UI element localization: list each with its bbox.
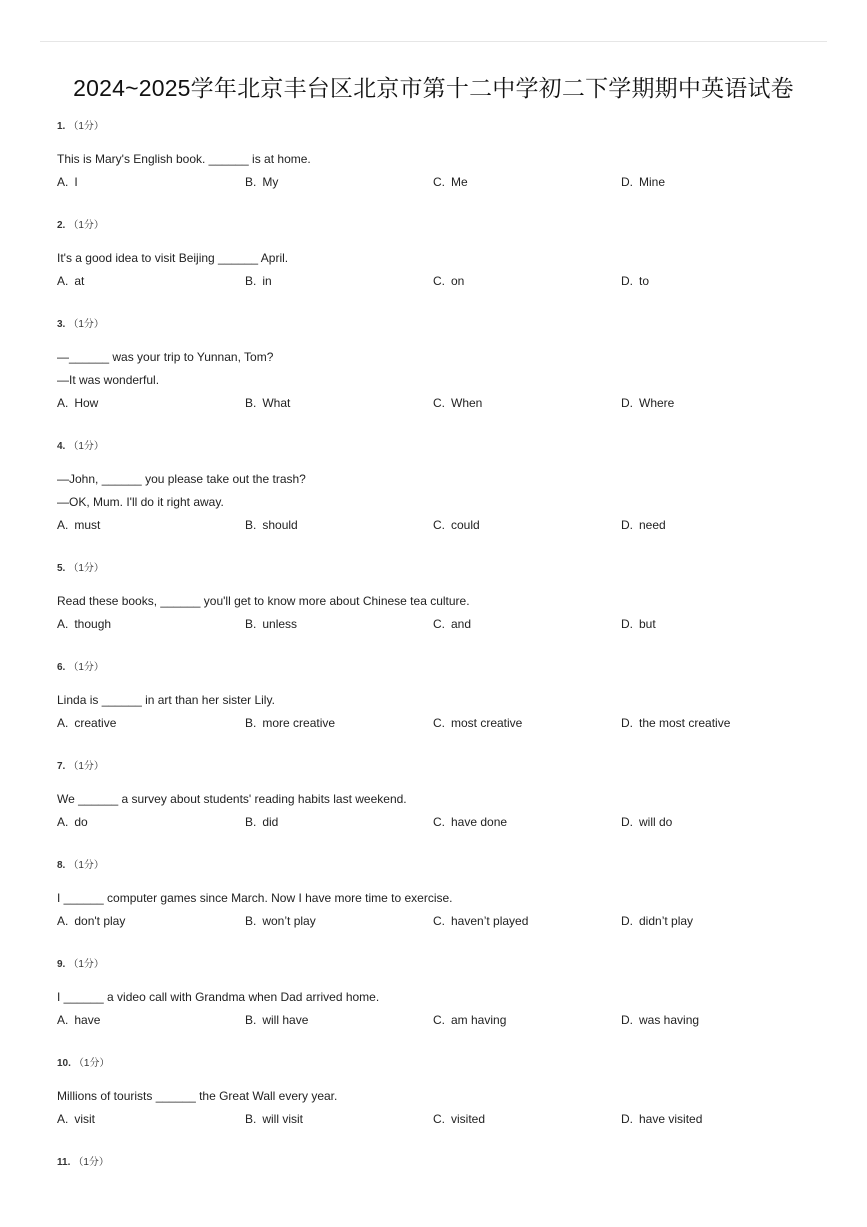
option-letter: C.: [433, 815, 445, 829]
answer-option-b[interactable]: [245, 270, 272, 293]
question-stem: Read these books, ______ you'll get to know more about Chinese tea culture.: [57, 594, 470, 608]
page-title: 2024~2025学年北京丰台区北京市第十二中学初二下学期期中英语试卷: [73, 75, 794, 101]
question-10: [57, 1057, 827, 1131]
option-text: My: [262, 175, 279, 189]
option-text: do: [74, 815, 88, 829]
option-letter: C.: [433, 1013, 445, 1027]
answer-option-d[interactable]: [621, 171, 665, 194]
question-points: （1分）: [68, 563, 104, 574]
question-points: （1分）: [68, 662, 104, 673]
question-number: 9.: [57, 959, 66, 970]
option-text: have visited: [639, 1112, 703, 1126]
option-letter: D.: [621, 396, 633, 410]
option-letter: D.: [621, 1112, 633, 1126]
question-points: （1分）: [68, 761, 104, 772]
question-3: [57, 318, 827, 415]
question-stem: Millions of tourists ______ the Great Wall every year.: [57, 1089, 338, 1103]
option-letter: C.: [433, 518, 445, 532]
question-points: （1分）: [73, 1157, 109, 1168]
question-number: 4.: [57, 441, 66, 452]
question-stem: It's a good idea to visit Beijing ______ April.: [57, 251, 289, 265]
top-divider: [40, 41, 827, 42]
answer-option-c[interactable]: [433, 811, 507, 834]
question-number: 3.: [57, 319, 66, 330]
answer-option-c[interactable]: [433, 171, 468, 194]
question-8: [57, 859, 827, 933]
option-text: haven’t played: [451, 914, 529, 928]
option-text: should: [262, 518, 298, 532]
option-letter: B.: [245, 396, 257, 410]
option-letter: C.: [433, 914, 445, 928]
option-text: I: [74, 175, 78, 189]
question-header: [57, 859, 827, 873]
answer-option-d[interactable]: [621, 910, 693, 933]
answer-option-a[interactable]: [57, 712, 116, 735]
option-letter: A.: [57, 396, 69, 410]
option-letter: A.: [57, 617, 69, 631]
option-letter: C.: [433, 617, 445, 631]
option-letter: D.: [621, 1013, 633, 1027]
question-9: [57, 958, 827, 1032]
option-letter: D.: [621, 716, 633, 730]
option-text: need: [639, 518, 666, 532]
question-header: [57, 219, 827, 233]
option-letter: B.: [245, 1013, 257, 1027]
option-letter: B.: [245, 716, 257, 730]
option-letter: D.: [621, 914, 633, 928]
option-text: and: [451, 617, 472, 631]
answer-option-a[interactable]: [57, 171, 78, 194]
answer-options: [57, 514, 827, 537]
question-5: [57, 562, 827, 636]
option-text: have: [74, 1013, 101, 1027]
answer-options: [57, 270, 827, 293]
question-points: （1分）: [68, 319, 104, 330]
option-text: am having: [451, 1013, 507, 1027]
option-letter: A.: [57, 1112, 69, 1126]
option-letter: B.: [245, 617, 257, 631]
question-11: [57, 1156, 827, 1170]
option-text: How: [74, 396, 99, 410]
option-text: didn’t play: [639, 914, 694, 928]
option-text: don't play: [74, 914, 126, 928]
answer-option-d[interactable]: [621, 392, 674, 415]
question-points: （1分）: [68, 441, 104, 452]
answer-option-b[interactable]: [245, 392, 290, 415]
question-header: [57, 958, 827, 972]
question-number: 6.: [57, 662, 66, 673]
question-2: [57, 219, 827, 293]
option-text: to: [639, 274, 650, 288]
option-text: What: [262, 396, 291, 410]
answer-option-c[interactable]: [433, 1108, 485, 1131]
answer-option-b[interactable]: [245, 613, 297, 636]
option-text: was having: [639, 1013, 700, 1027]
option-letter: C.: [433, 396, 445, 410]
option-text: but: [639, 617, 656, 631]
option-letter: B.: [245, 815, 257, 829]
answer-option-b[interactable]: [245, 910, 316, 933]
option-letter: C.: [433, 1112, 445, 1126]
answer-option-d[interactable]: [621, 270, 649, 293]
option-letter: A.: [57, 518, 69, 532]
option-letter: A.: [57, 815, 69, 829]
question-number: 7.: [57, 761, 66, 772]
option-text: will have: [262, 1013, 309, 1027]
option-letter: B.: [245, 274, 257, 288]
question-stem: We ______ a survey about students' reading habits last weekend.: [57, 792, 407, 806]
option-text: Mine: [639, 175, 666, 189]
question-header: [57, 120, 827, 134]
question-stem: I ______ computer games since March. Now I have more time to exercise.: [57, 891, 453, 905]
option-text: visit: [74, 1112, 96, 1126]
option-text: When: [451, 396, 483, 410]
question-number: 2.: [57, 220, 66, 231]
answer-options: [57, 613, 827, 636]
option-letter: B.: [245, 1112, 257, 1126]
answer-option-c[interactable]: [433, 392, 482, 415]
answer-option-c[interactable]: [433, 613, 471, 636]
question-stem: —It was wonderful.: [57, 373, 160, 387]
option-letter: A.: [57, 274, 69, 288]
question-number: 11.: [57, 1157, 71, 1168]
option-letter: B.: [245, 914, 257, 928]
option-letter: A.: [57, 175, 69, 189]
option-letter: A.: [57, 1013, 69, 1027]
option-letter: B.: [245, 518, 257, 532]
answer-options: [57, 392, 827, 415]
question-6: [57, 661, 827, 735]
answer-options: [57, 1009, 827, 1032]
answer-option-b[interactable]: [245, 1108, 303, 1131]
question-header: [57, 1156, 827, 1170]
answer-option-b[interactable]: [245, 712, 335, 735]
answer-options: [57, 1108, 827, 1131]
answer-option-a[interactable]: [57, 1009, 100, 1032]
answer-options: [57, 910, 827, 933]
question-header: [57, 562, 827, 576]
answer-option-c[interactable]: [433, 910, 528, 933]
answer-option-c[interactable]: [433, 1009, 506, 1032]
option-text: more creative: [262, 716, 336, 730]
answer-option-b[interactable]: [245, 514, 298, 537]
answer-option-b[interactable]: [245, 811, 278, 834]
question-points: （1分）: [73, 1058, 110, 1069]
option-letter: D.: [621, 518, 633, 532]
option-text: could: [451, 518, 480, 532]
option-letter: C.: [433, 716, 445, 730]
answer-option-d[interactable]: [621, 613, 656, 636]
option-text: will visit: [262, 1112, 304, 1126]
question-number: 5.: [57, 563, 66, 574]
answer-option-d[interactable]: [621, 1108, 702, 1131]
question-points: （1分）: [68, 121, 104, 132]
answer-option-c[interactable]: [433, 712, 522, 735]
answer-option-d[interactable]: [621, 1009, 699, 1032]
question-stem: —OK, Mum. I'll do it right away.: [57, 495, 224, 509]
option-text: unless: [262, 617, 298, 631]
answer-options: [57, 712, 827, 735]
option-text: will do: [639, 815, 673, 829]
question-stem: —John, ______ you please take out the trash?: [57, 472, 306, 486]
option-text: creative: [74, 716, 117, 730]
answer-option-a[interactable]: [57, 811, 88, 834]
answer-option-a[interactable]: [57, 514, 100, 537]
option-text: the most creative: [639, 716, 731, 730]
answer-option-c[interactable]: [433, 514, 480, 537]
option-text: did: [262, 815, 279, 829]
option-text: Where: [639, 396, 675, 410]
answer-option-a[interactable]: [57, 910, 125, 933]
option-letter: C.: [433, 274, 445, 288]
option-text: on: [451, 274, 465, 288]
question-stem: I ______ a video call with Grandma when Dad arrived home.: [57, 990, 380, 1004]
question-number: 1.: [57, 121, 66, 132]
answer-option-d[interactable]: [621, 514, 666, 537]
option-letter: C.: [433, 175, 445, 189]
question-header: [57, 661, 827, 675]
option-text: won’t play: [262, 914, 316, 928]
option-text: visited: [451, 1112, 486, 1126]
option-letter: B.: [245, 175, 257, 189]
answer-option-b[interactable]: [245, 1009, 308, 1032]
answer-options: [57, 171, 827, 194]
answer-options: [57, 811, 827, 834]
option-text: Me: [451, 175, 468, 189]
answer-option-b[interactable]: [245, 171, 278, 194]
option-text: have done: [451, 815, 508, 829]
option-text: most creative: [451, 716, 523, 730]
option-text: in: [262, 274, 272, 288]
option-letter: A.: [57, 716, 69, 730]
question-stem: —______ was your trip to Yunnan, Tom?: [57, 350, 274, 364]
answer-option-a[interactable]: [57, 1108, 95, 1131]
option-letter: D.: [621, 274, 633, 288]
question-number: 8.: [57, 860, 66, 871]
question-number: 10.: [57, 1058, 71, 1069]
answer-option-a[interactable]: [57, 392, 98, 415]
answer-option-c[interactable]: [433, 270, 464, 293]
question-header: [57, 318, 827, 332]
question-header: [57, 760, 827, 774]
question-4: [57, 440, 827, 537]
question-points: （1分）: [68, 860, 104, 871]
question-header: [57, 1057, 827, 1071]
option-letter: A.: [57, 914, 69, 928]
question-points: （1分）: [68, 220, 104, 231]
option-text: must: [74, 518, 101, 532]
answer-option-d[interactable]: [621, 811, 672, 834]
option-letter: D.: [621, 617, 633, 631]
question-7: [57, 760, 827, 834]
option-text: though: [74, 617, 112, 631]
answer-option-a[interactable]: [57, 613, 111, 636]
question-stem: Linda is ______ in art than her sister Lily.: [57, 693, 275, 707]
option-letter: D.: [621, 815, 633, 829]
option-text: at: [74, 274, 85, 288]
question-1: [57, 120, 827, 194]
answer-option-a[interactable]: [57, 270, 84, 293]
question-stem: This is Mary's English book. ______ is at home.: [57, 152, 311, 166]
question-header: [57, 440, 827, 454]
answer-option-d[interactable]: [621, 712, 730, 735]
question-points: （1分）: [68, 959, 104, 970]
option-letter: D.: [621, 175, 633, 189]
